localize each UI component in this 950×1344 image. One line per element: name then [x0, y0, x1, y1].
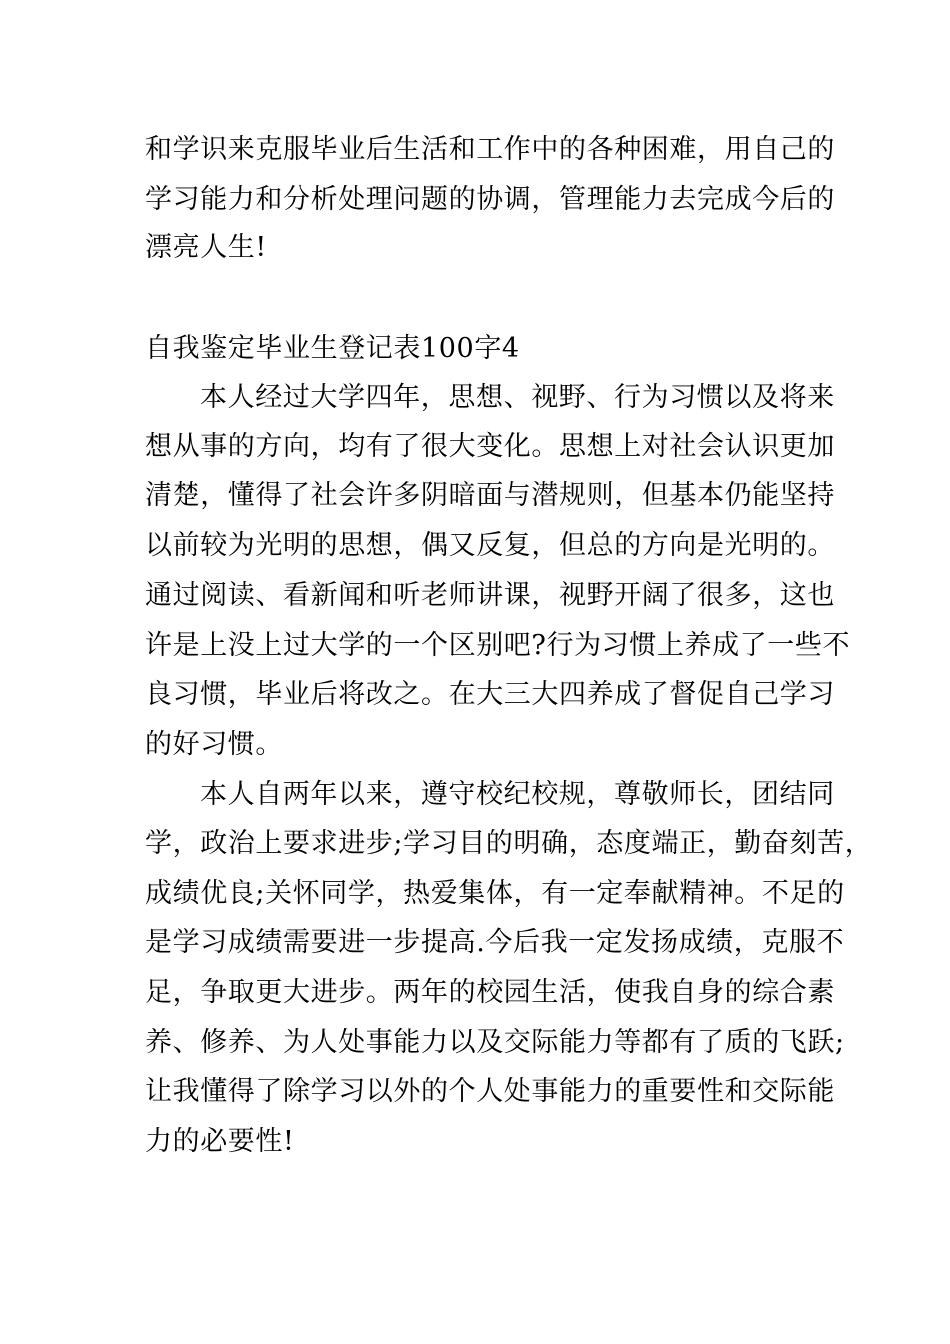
paragraph2-line: 力的必要性! — [145, 1126, 295, 1157]
paragraph1-line: 以前较为光明的思想，偶又反复，但总的方向是光明的。 — [145, 530, 835, 561]
paragraph2-line: 足，争取更大进步。两年的校园生活，使我自身的综合素 — [145, 977, 835, 1008]
intro-line: 和学识来克服毕业后生活和工作中的各种困难，用自己的 — [145, 134, 835, 165]
paragraph1-line: 许是上没上过大学的一个区别吧?行为习惯上养成了一些不 — [145, 630, 851, 661]
intro-line: 漂亮人生! — [145, 232, 267, 263]
paragraph1-line: 想从事的方向，均有了很大变化。思想上对社会认识更加 — [145, 431, 835, 462]
paragraph1-line: 通过阅读、看新闻和听老师讲课，视野开阔了很多，这也 — [145, 580, 835, 611]
paragraph2-line: 让我懂得了除学习以外的个人处事能力的重要性和交际能 — [145, 1076, 835, 1107]
paragraph2-line: 成绩优良;关怀同学，热爱集体，有一定奉献精神。不足的 — [145, 878, 845, 909]
section-title: 自我鉴定毕业生登记表100字4 — [145, 333, 520, 364]
intro-line: 学习能力和分析处理问题的协调，管理能力去完成今后的 — [145, 184, 835, 215]
paragraph2-line: 是学习成绩需要进一步提高.今后我一定发扬成绩，克服不 — [145, 927, 845, 958]
paragraph2-line: 养、修养、为人处事能力以及交际能力等都有了质的飞跃; — [145, 1027, 845, 1058]
paragraph1-line: 的好习惯。 — [145, 729, 283, 760]
paragraph1-line: 良习惯，毕业后将改之。在大三大四养成了督促自己学习 — [145, 679, 835, 710]
paragraph2-line: 学，政治上要求进步;学习目的明确，态度端正，勤奋刻苦， — [145, 828, 873, 859]
paragraph2-line: 本人自两年以来，遵守校纪校规，尊敬师长，团结同 — [200, 779, 835, 810]
paragraph1-line: 本人经过大学四年，思想、视野、行为习惯以及将来 — [200, 382, 835, 413]
paragraph1-line: 清楚，懂得了社会许多阴暗面与潜规则，但基本仍能坚持 — [145, 480, 835, 511]
